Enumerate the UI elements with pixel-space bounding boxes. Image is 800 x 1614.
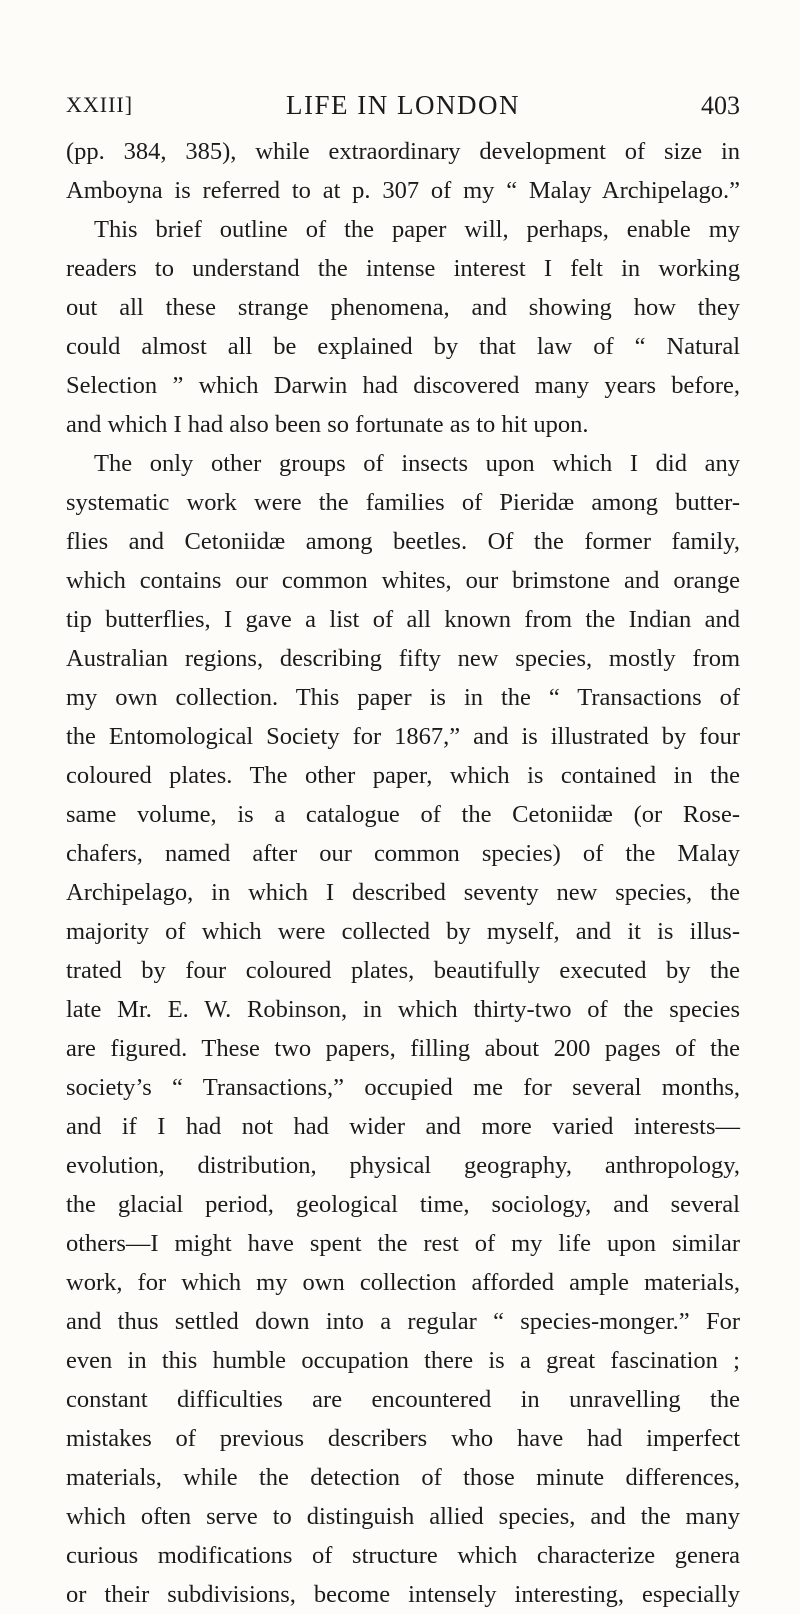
running-head <box>66 90 740 124</box>
text-line: systematic work were the families of Pieridæ among butter- <box>66 489 740 516</box>
chapter-number: XXIII] <box>66 92 134 117</box>
text-line: The only other groups of insects upon which I did any <box>94 450 740 477</box>
text-line: readers to understand the intense interest I felt in working <box>66 255 740 282</box>
text-line: or their subdivisions, become intensely interesting, especially <box>66 1581 740 1608</box>
text-line: (pp. 384, 385), while extraordinary development of size in <box>66 138 740 165</box>
text-line: chafers, named after our common species) of the Malay <box>66 840 740 867</box>
body-text <box>66 132 740 1614</box>
text-line: constant difficulties are encountered in unravelling the <box>66 1386 740 1413</box>
text-line: out all these strange phenomena, and showing how they <box>66 294 740 321</box>
text-line: the glacial period, geological time, sociology, and several <box>66 1191 740 1218</box>
text-line: tip butterflies, I gave a list of all known from the Indian and <box>66 606 740 633</box>
text-line: curious modifications of structure which characterize genera <box>66 1542 740 1569</box>
text-line: which contains our common whites, our brimstone and orange <box>66 567 740 594</box>
text-line: society’s “ Transactions,” occupied me for several months, <box>66 1074 740 1101</box>
text-line: Selection ” which Darwin had discovered many years before, <box>66 372 740 399</box>
text-line: evolution, distribution, physical geography, anthropology, <box>66 1152 740 1179</box>
text-line: This brief outline of the paper will, perhaps, enable my <box>94 216 740 243</box>
text-line: flies and Cetoniidæ among beetles. Of the former family, <box>66 528 740 555</box>
text-line: others—I might have spent the rest of my life upon similar <box>66 1230 740 1257</box>
text-line: late Mr. E. W. Robinson, in which thirty-two of the species <box>66 996 740 1023</box>
text-line: work, for which my own collection afforded ample materials, <box>66 1269 740 1296</box>
text-line: majority of which were collected by myself, and it is illus- <box>66 918 740 945</box>
text-line: could almost all be explained by that law of “ Natural <box>66 333 740 360</box>
text-line: the Entomological Society for 1867,” and is illustrated by four <box>66 723 740 750</box>
text-line: and if I had not had wider and more varied interests— <box>66 1113 740 1140</box>
text-line: Amboyna is referred to at p. 307 of my “ Malay Archipelago.” <box>66 177 740 204</box>
text-line: same volume, is a catalogue of the Cetoniidæ (or Rose- <box>66 801 740 828</box>
running-title: LIFE IN LONDON <box>286 90 520 120</box>
text-line: Australian regions, describing fifty new species, mostly from <box>66 645 740 672</box>
text-line: even in this humble occupation there is a great fascination ; <box>66 1347 740 1374</box>
text-line: Archipelago, in which I described seventy new species, the <box>66 879 740 906</box>
text-line: and which I had also been so fortunate as to hit upon. <box>66 411 589 438</box>
text-line: trated by four coloured plates, beautifully executed by the <box>66 957 740 984</box>
text-line: my own collection. This paper is in the “ Transactions of <box>66 684 740 711</box>
text-line: are figured. These two papers, filling about 200 pages of the <box>66 1035 740 1062</box>
text-line: materials, while the detection of those minute differences, <box>66 1464 740 1491</box>
text-line: and thus settled down into a regular “ species-monger.” For <box>66 1308 740 1335</box>
text-line: mistakes of previous describers who have had imperfect <box>66 1425 740 1452</box>
page-number: 403 <box>701 91 740 120</box>
text-line: which often serve to distinguish allied species, and the many <box>66 1503 740 1530</box>
text-line: coloured plates. The other paper, which is contained in the <box>66 762 740 789</box>
